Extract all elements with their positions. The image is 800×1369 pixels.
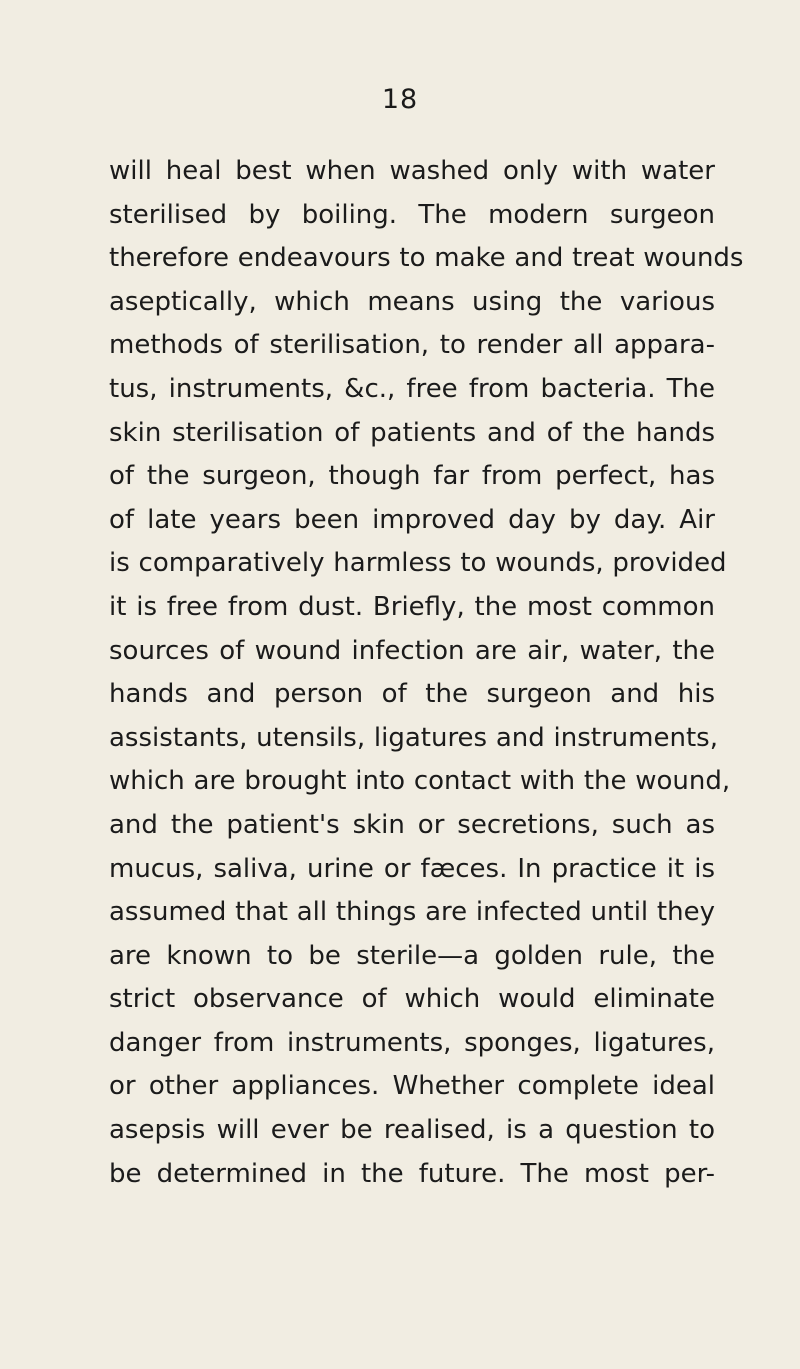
page-number: 18	[381, 84, 419, 115]
text-line: and the patient's skin or secretions, such as	[109, 809, 715, 840]
text-line: it is free from dust. Briefly, the most common	[109, 591, 715, 622]
text-line: methods of sterilisation, to render all appara-	[109, 330, 715, 361]
text-line: sources of wound infection are air, water, the	[109, 635, 715, 666]
text-line: are known to be sterile—a golden rule, the	[109, 940, 715, 971]
text-line: therefore endeavours to make and treat wounds	[109, 243, 744, 274]
text-line: which are brought into contact with the wound,	[109, 766, 731, 797]
text-line: sterilised by boiling. The modern surgeon	[109, 199, 715, 230]
text-line: of late years been improved day by day. Air	[109, 504, 715, 535]
text-line: aseptically, which means using the various	[109, 286, 715, 317]
text-line: or other appliances. Whether complete ideal	[109, 1071, 715, 1102]
text-line: is comparatively harmless to wounds, provided	[109, 548, 727, 579]
text-line: skin sterilisation of patients and of the hands	[109, 417, 715, 448]
text-line: be determined in the future. The most per-	[109, 1158, 715, 1189]
text-line: danger from instruments, sponges, ligatures,	[109, 1027, 715, 1058]
text-line: assumed that all things are infected until they	[109, 897, 715, 928]
text-line: of the surgeon, though far from perfect, has	[109, 461, 715, 492]
text-line: asepsis will ever be realised, is a question to	[109, 1115, 715, 1146]
body-text	[109, 150, 744, 1196]
text-line: assistants, utensils, ligatures and instruments,	[109, 722, 718, 753]
text-line: mucus, saliva, urine or fæces. In practice it is	[109, 853, 715, 884]
text-line: will heal best when washed only with water	[109, 156, 715, 186]
text-line: hands and person of the surgeon and his	[109, 679, 715, 710]
text-line: strict observance of which would eliminate	[109, 984, 715, 1015]
text-line: tus, instruments, &c., free from bacteria. The	[109, 373, 715, 404]
